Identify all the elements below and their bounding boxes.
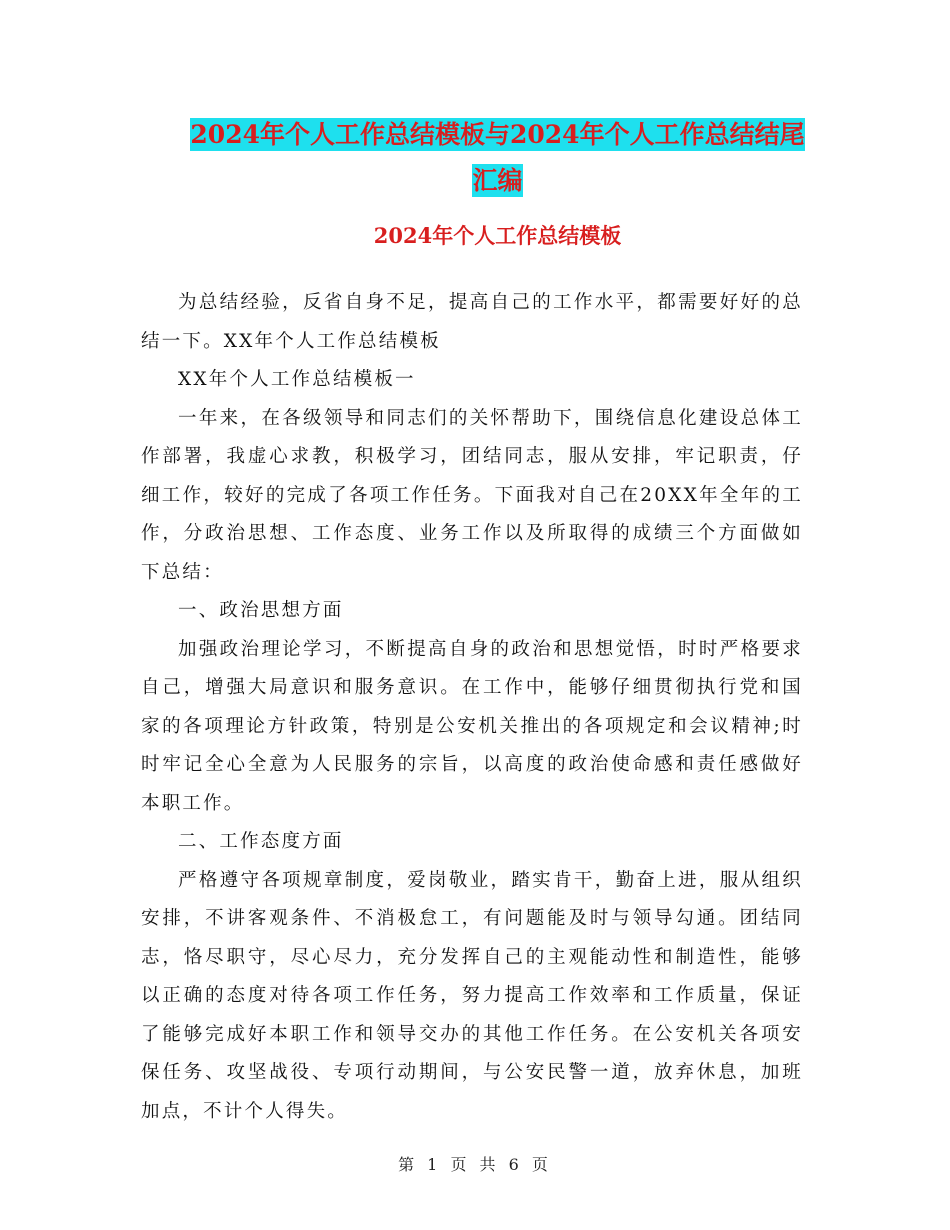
document-body xyxy=(141,284,803,1131)
paragraph-political-thought: 加强政治理论学习，不断提高自身的政治和思想觉悟，时时严格要求自己，增强大局意识和服务意识。在工作中，能够仔细贯彻执行党和国家的各项理论方针政策，特别是公安机关推出的各项规定和会议精神;时时牢记全心全意为人民服务的宗旨，以高度的政治使命感和责任感做好本职工作。 xyxy=(141,638,803,814)
section-title: 2024年个人工作总结模板 xyxy=(373,223,622,248)
heading-political-thought: 一、政治思想方面 xyxy=(178,600,344,621)
page-number-footer: 第 1 页 共 6 页 xyxy=(398,1155,552,1174)
paragraph-template-heading: XX年个人工作总结模板一 xyxy=(178,369,416,390)
heading-work-attitude: 二、工作态度方面 xyxy=(178,831,344,852)
paragraph-overview: 一年来，在各级领导和同志们的关怀帮助下，围绕信息化建设总体工作部署，我虚心求教，积极学习，团结同志，服从安排，牢记职责，仔细工作，较好的完成了各项工作任务。下面我对自己在20XX年全年的工作，分政治思想、工作态度、业务工作以及所取得的成绩三个方面做如下总结： xyxy=(141,407,803,583)
document-title xyxy=(140,112,855,204)
paragraph-work-attitude: 严格遵守各项规章制度，爱岗敬业，踏实肯干，勤奋上进，服从组织安排，不讲客观条件、不消极怠工，有问题能及时与领导勾通。团结同志，恪尽职守，尽心尽力，充分发挥自己的主观能动性和制造性，能够以正确的态度对待各项工作任务，努力提高工作效率和工作质量，保证了能够完成好本职工作和领导交办的其他工作任务。在公安机关各项安保任务、攻坚战役、专项行动期间，与公安民警一道，放弃休息，加班加点，不计个人得失。 xyxy=(141,869,803,1122)
paragraph-intro: 为总结经验，反省自身不足，提高自己的工作水平，都需要好好的总结一下。XX年个人工作总结模板 xyxy=(141,292,803,352)
document-title-line2: 汇编 xyxy=(472,166,523,195)
document-title-line1: 2024年个人工作总结模板与2024年个人工作总结结尾 xyxy=(190,120,805,149)
